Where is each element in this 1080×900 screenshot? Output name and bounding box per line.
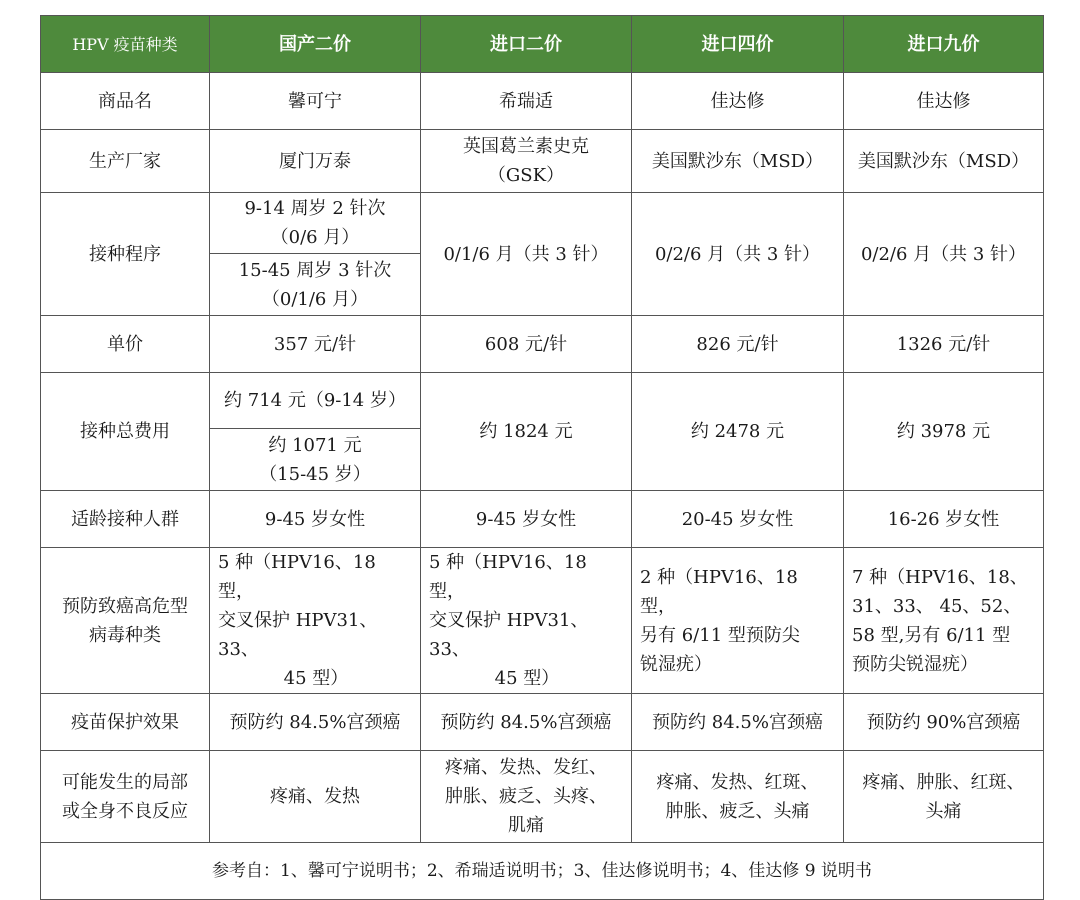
table-cell: 馨可宁 bbox=[210, 73, 421, 130]
cell-line: 5 种（HPV16、18 型， bbox=[429, 552, 587, 602]
row-footnote bbox=[41, 843, 1044, 900]
header-imported-nonavalent: 进口九价 bbox=[844, 16, 1044, 73]
row-unit-price bbox=[41, 316, 1044, 373]
cell-line: 31、33、 45、52、 bbox=[852, 595, 1022, 617]
table-cell bbox=[632, 751, 844, 843]
cell-line: 预防致癌高危型 bbox=[62, 595, 188, 617]
footnote: 参考自：1、馨可宁说明书；2、希瑞适说明书；3、佳达修说明书；4、佳达修 9 说明书 bbox=[41, 843, 1044, 900]
header-row bbox=[41, 16, 1044, 73]
cell-line: （GSK） bbox=[487, 165, 565, 186]
row-product-name bbox=[41, 73, 1044, 130]
table-cell: 0/2/6 月（共 3 针） bbox=[844, 193, 1044, 316]
cell-line: 2 种（HPV16、18 型， bbox=[640, 566, 798, 617]
table-cell: 608 元/针 bbox=[421, 316, 632, 373]
table-cell: 预防约 84.5%宫颈癌 bbox=[210, 694, 421, 751]
row-label: 单价 bbox=[41, 316, 210, 373]
row-age-group bbox=[41, 491, 1044, 548]
table-cell bbox=[844, 548, 1044, 694]
row-label: 生产厂家 bbox=[41, 130, 210, 193]
hpv-vaccine-comparison-table bbox=[40, 15, 1044, 900]
table-cell: 约 1824 元 bbox=[421, 373, 632, 491]
cell-line: （0/6 月） bbox=[270, 227, 360, 248]
row-total-cost bbox=[41, 373, 1044, 429]
cell-line: 交叉保护 HPV31、33、 bbox=[218, 610, 378, 660]
header-domestic-bivalent: 国产二价 bbox=[210, 16, 421, 73]
cell-line: 58 型,另有 6/11 型 bbox=[852, 624, 1011, 646]
table-cell bbox=[210, 548, 421, 694]
row-label: 适龄接种人群 bbox=[41, 491, 210, 548]
table-cell: 357 元/针 bbox=[210, 316, 421, 373]
table-cell: 疼痛、发热 bbox=[210, 751, 421, 843]
row-label: 商品名 bbox=[41, 73, 210, 130]
cell-line: 病毒种类 bbox=[89, 624, 161, 646]
table-cell bbox=[210, 193, 421, 254]
cell-line: 或全身不良反应 bbox=[62, 800, 188, 822]
cell-line: 预防尖锐湿疣） bbox=[852, 653, 978, 675]
cell-line: 可能发生的局部 bbox=[62, 771, 188, 793]
table-cell: 16-26 岁女性 bbox=[844, 491, 1044, 548]
table-cell: 826 元/针 bbox=[632, 316, 844, 373]
table-cell bbox=[210, 254, 421, 316]
row-label bbox=[41, 548, 210, 694]
table-cell: 9-45 岁女性 bbox=[210, 491, 421, 548]
table-cell bbox=[844, 751, 1044, 843]
table-cell: 约 714 元（9-14 岁） bbox=[210, 373, 421, 429]
table-cell: 9-45 岁女性 bbox=[421, 491, 632, 548]
cell-line: 9-14 周岁 2 针次 bbox=[244, 198, 386, 219]
table-cell: 20-45 岁女性 bbox=[632, 491, 844, 548]
table-cell bbox=[421, 130, 632, 193]
cell-line: 7 种（HPV16、18、 bbox=[852, 566, 1028, 588]
table-cell bbox=[210, 429, 421, 491]
row-label: 接种总费用 bbox=[41, 373, 210, 491]
row-manufacturer bbox=[41, 130, 1044, 193]
row-protection-effect bbox=[41, 694, 1044, 751]
table-cell: 希瑞适 bbox=[421, 73, 632, 130]
row-adverse-reactions bbox=[41, 751, 1044, 843]
table-cell: 0/2/6 月（共 3 针） bbox=[632, 193, 844, 316]
table-cell: 厦门万泰 bbox=[210, 130, 421, 193]
table-cell bbox=[632, 548, 844, 694]
cell-line: 交叉保护 HPV31、33、 bbox=[429, 610, 589, 660]
table-cell: 美国默沙东（MSD） bbox=[632, 130, 844, 193]
header-category: HPV 疫苗种类 bbox=[41, 16, 210, 73]
table-cell: 预防约 84.5%宫颈癌 bbox=[421, 694, 632, 751]
header-imported-quadrivalent: 进口四价 bbox=[632, 16, 844, 73]
cell-line: 肌痛 bbox=[508, 815, 544, 836]
cell-line: 5 种（HPV16、18 型， bbox=[218, 552, 376, 602]
table-cell: 0/1/6 月（共 3 针） bbox=[421, 193, 632, 316]
table-cell: 佳达修 bbox=[632, 73, 844, 130]
table-cell: 约 2478 元 bbox=[632, 373, 844, 491]
table-cell: 美国默沙东（MSD） bbox=[844, 130, 1044, 193]
cell-line: （15-45 岁） bbox=[259, 463, 371, 485]
table-cell bbox=[421, 751, 632, 843]
cell-line: 疼痛、发热、红斑、 bbox=[656, 771, 819, 793]
cell-line: 疼痛、发热、发红、 bbox=[445, 757, 607, 778]
table-cell: 预防约 84.5%宫颈癌 bbox=[632, 694, 844, 751]
row-schedule bbox=[41, 193, 1044, 254]
row-label bbox=[41, 751, 210, 843]
cell-line: 锐湿疣） bbox=[640, 653, 712, 675]
header-imported-bivalent: 进口二价 bbox=[421, 16, 632, 73]
cell-line: 约 1071 元 bbox=[268, 434, 362, 456]
table-cell: 预防约 90%宫颈癌 bbox=[844, 694, 1044, 751]
row-label: 接种程序 bbox=[41, 193, 210, 316]
cell-line: 15-45 周岁 3 针次 bbox=[238, 259, 392, 281]
cell-line: 另有 6/11 型预防尖 bbox=[640, 624, 800, 646]
table-cell: 1326 元/针 bbox=[844, 316, 1044, 373]
cell-line: 肿胀、疲乏、头疼、 bbox=[445, 786, 607, 807]
cell-line: 英国葛兰素史克 bbox=[463, 136, 589, 157]
table-cell: 约 3978 元 bbox=[844, 373, 1044, 491]
cell-line: 头痛 bbox=[925, 800, 962, 822]
cell-line: （0/1/6 月） bbox=[261, 288, 369, 310]
row-virus-types bbox=[41, 548, 1044, 694]
row-label: 疫苗保护效果 bbox=[41, 694, 210, 751]
cell-line: 45 型） bbox=[283, 668, 349, 689]
table-cell bbox=[421, 548, 632, 694]
cell-line: 疼痛、肿胀、红斑、 bbox=[862, 771, 1025, 793]
cell-line: 45 型） bbox=[494, 668, 560, 689]
cell-line: 肿胀、疲乏、头痛 bbox=[665, 800, 810, 822]
table-cell: 佳达修 bbox=[844, 73, 1044, 130]
